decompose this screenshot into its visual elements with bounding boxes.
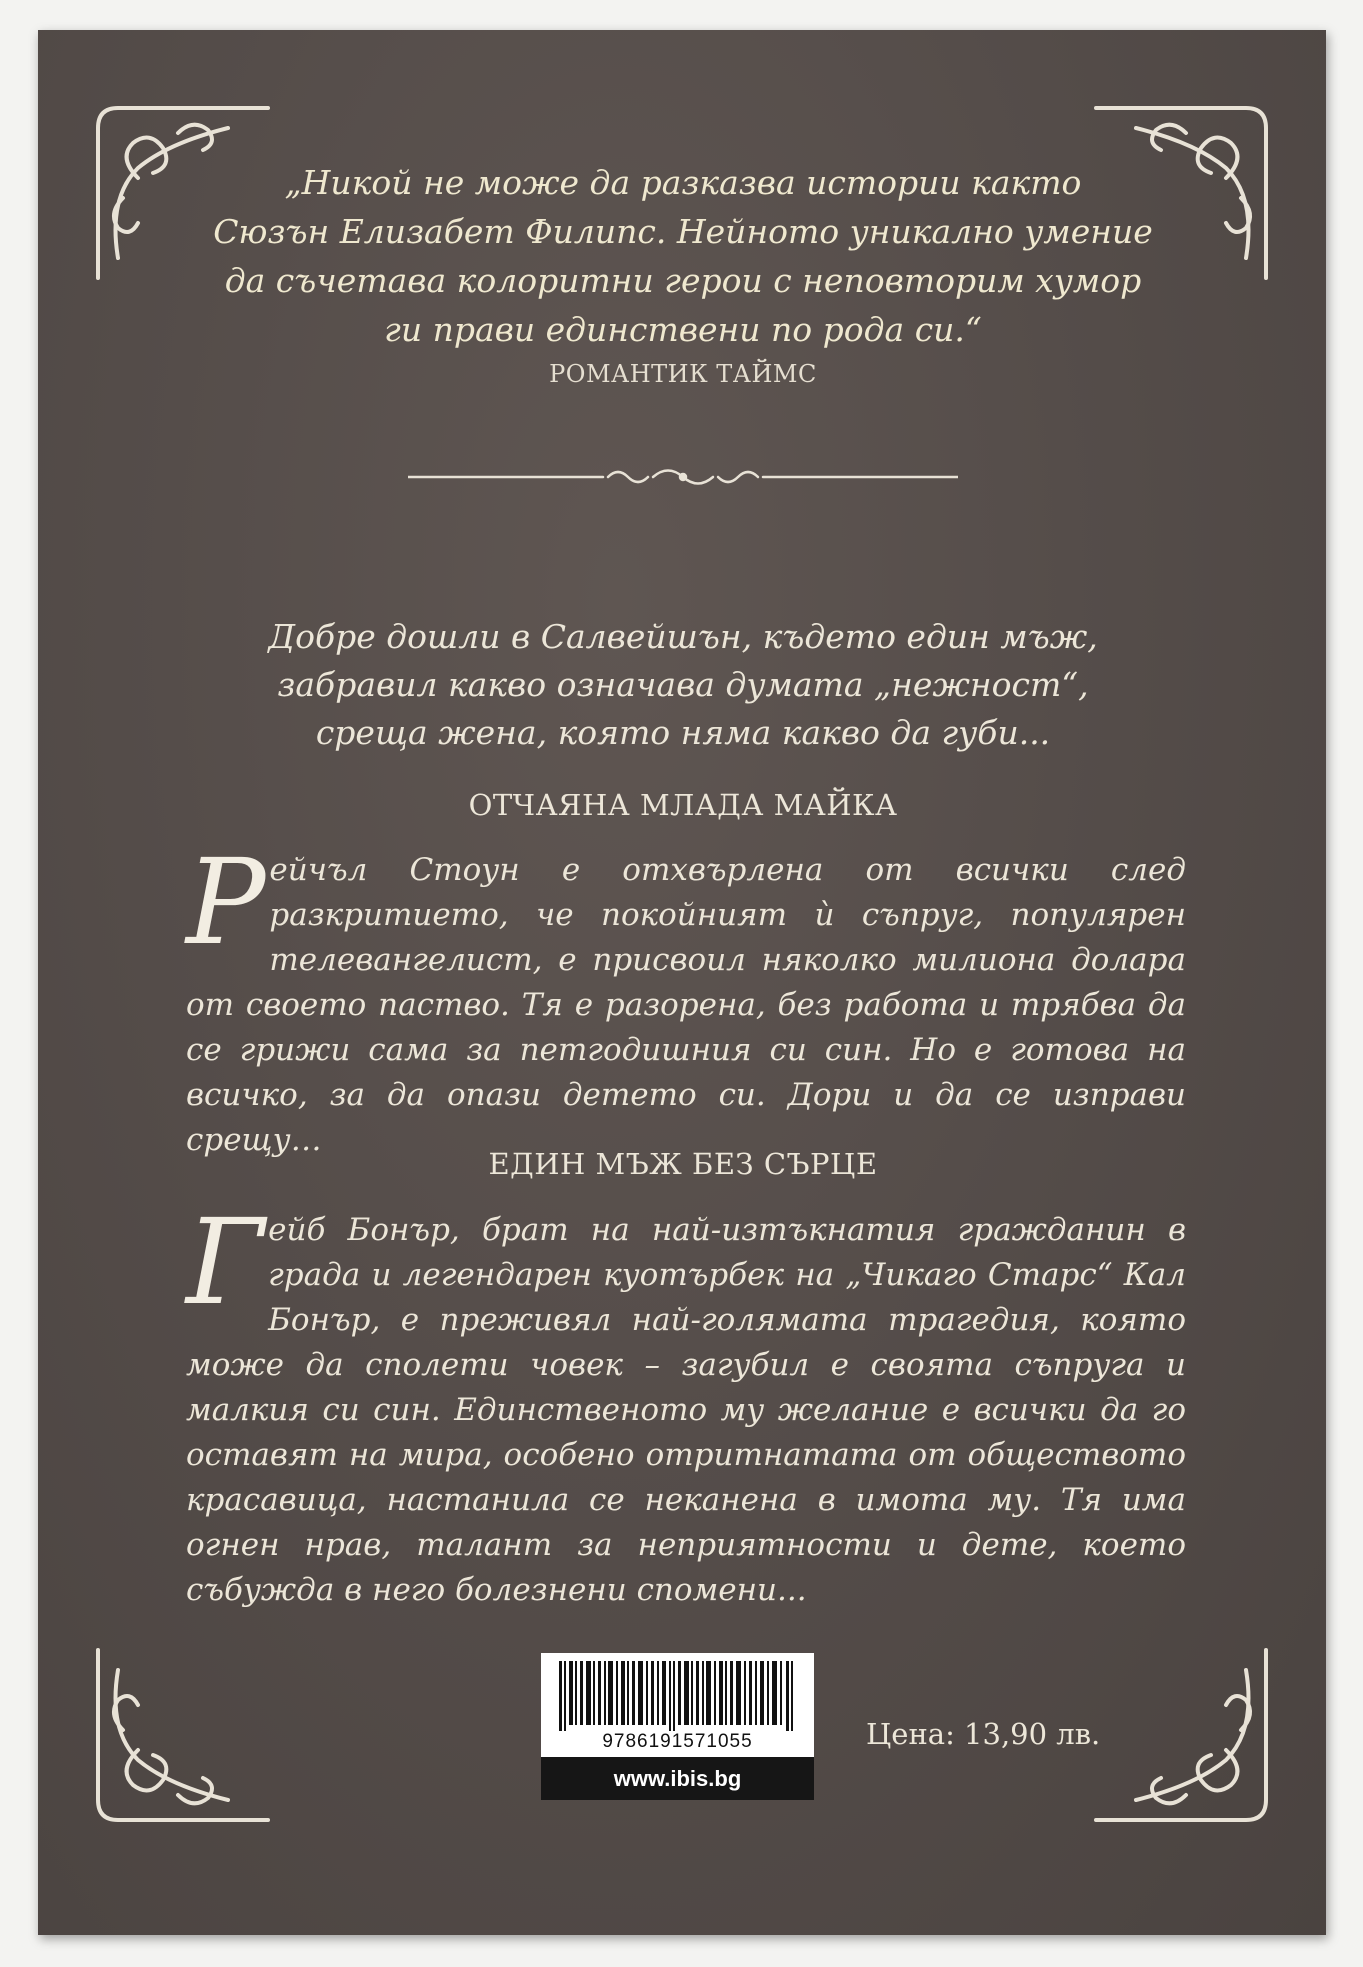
divider-ornament: [408, 462, 958, 492]
barcode-digits: 9786191571055: [602, 1731, 753, 1752]
review-quote: [178, 158, 1188, 354]
corner-ornament-bottom-right: [1086, 1640, 1286, 1840]
quote-line: „Никой не може да разказва истории както: [284, 163, 1082, 202]
quote-line: Сюзън Елизабет Филипс. Нейното уникално умение: [213, 212, 1153, 251]
quote-line: да съчетава колоритни герои с неповторим хумор: [224, 261, 1142, 300]
quote-line: ги прави единствени по рода си.“: [384, 310, 982, 349]
drop-cap: Г: [186, 1193, 265, 1331]
section-heading-man: ЕДИН МЪЖ БЕЗ СЪРЦЕ: [488, 1147, 878, 1181]
quote-source: РОМАНТИК ТАЙМС: [549, 360, 817, 388]
barcode-icon: [559, 1661, 796, 1731]
drop-cap: Р: [186, 833, 266, 971]
section-paragraph-man: [186, 1193, 1186, 1613]
intro-text: [178, 613, 1188, 757]
section-heading-mother: ОТЧАЯНА МЛАДА МАЙКА: [468, 788, 898, 822]
intro-line: Добре дошли в Салвейшън, където един мъж,: [268, 617, 1098, 656]
publisher-website[interactable]: www.ibis.bg: [541, 1757, 814, 1800]
intro-line: забравил какво означава думата „нежност“,: [277, 665, 1089, 704]
corner-ornament-bottom-left: [78, 1640, 278, 1840]
book-back-cover: [38, 30, 1326, 1935]
price-label: Цена: 13,90 лв.: [866, 1717, 1101, 1751]
paragraph-text: ейчъл Стоун е отхвърлена от всички след разкритието, че покойният ѝ съпруг, популярен телевангелист, е присвоил няколко милиона долара от своето паство. Тя е разорена, без работа и трябва да се грижи сама за петгодишния си син. Но е готова на всичко, за да опази детето си. Дори и да се изправи срещу…: [186, 852, 1186, 1158]
paragraph-text: ейб Бонър, брат на най-изтъкнатия гражданин в града и легендарен куотърбек на „Чикаго Старс“ Кал Бонър, е преживял най-голямата трагедия, която може да сполети човек – загубил е своята съпруга и малкия си син. Единственото му желание е всички да го оставят на мира, особено отритнатата от обществото красавица, настанила се неканена в имота му. Тя има огнен нрав, талант за неприятности и дете, което събужда в него болезнени спомени...: [186, 1212, 1186, 1608]
intro-line: среща жена, която няма какво да губи...: [315, 713, 1051, 752]
barcode-label: [541, 1653, 814, 1800]
section-paragraph-mother: [186, 833, 1186, 1163]
